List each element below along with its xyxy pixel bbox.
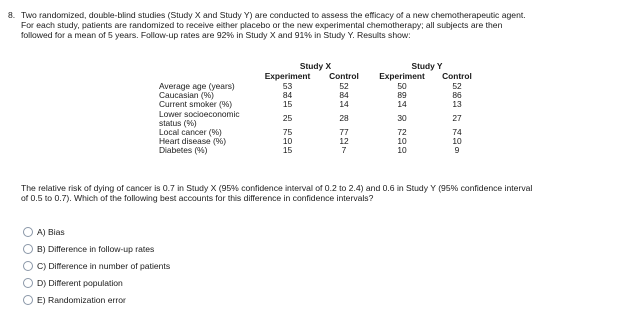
experiment-header: Experiment [264,71,311,81]
study-y-header: Study Y [411,60,443,71]
cell: 86 [452,90,462,100]
question-line: Two randomized, double-blind studies (Study X and Study Y) are conducted to assess the efficacy of a new chemotherapeutic agent. [21,10,526,20]
option-e[interactable] [23,291,170,308]
cell: 50 [397,81,407,91]
radio-button[interactable] [23,244,33,254]
study-x-header: Study X [299,60,332,71]
cell: 52 [339,81,349,91]
answer-options [23,223,170,308]
cell: 10 [282,136,293,146]
cell: 13 [452,99,462,109]
cell: 15 [282,99,293,109]
cell: 25 [282,113,293,123]
table-row [159,146,482,155]
cell: 52 [452,81,462,91]
row-label: Heart disease (%) [159,136,227,146]
option-c[interactable] [23,257,170,274]
cell: 10 [452,136,462,146]
row-label: Current smoker (%) [159,99,233,109]
radio-button[interactable] [23,227,33,237]
cell: 84 [282,90,293,100]
option-a[interactable] [23,223,170,240]
paragraph-line: The relative risk of dying of cancer is 0.7 in Study X (95% confidence interval of 0.2 to 2.4) and 0.6 in Study Y (95% confidence interval [21,183,533,193]
table-row [159,109,482,128]
cell: 15 [282,145,293,155]
option-label[interactable]: C) Difference in number of patients [37,260,171,271]
option-label[interactable]: A) Bias [37,226,65,237]
question-text [21,10,617,40]
row-label: Caucasian (%) [159,90,214,100]
cell: 75 [282,127,293,137]
question-line: For each study, patients are randomized to receive either placebo or the new experimental chemotherapy; all subjects are then [21,20,503,30]
table-row [159,137,482,146]
question-number: 8. [8,10,16,20]
control-header: Control [442,71,472,81]
cell: 27 [452,113,462,123]
radio-button[interactable] [23,278,33,288]
cell: 28 [339,113,349,123]
option-b[interactable] [23,240,170,257]
radio-button[interactable] [23,261,33,271]
option-label[interactable]: B) Difference in follow-up rates [37,243,155,254]
radio-button[interactable] [23,295,33,305]
cell: 89 [397,90,407,100]
cell: 53 [282,81,293,91]
row-label: Average age (years) [159,81,235,91]
option-label[interactable]: E) Randomization error [37,294,126,305]
results-table [159,61,482,155]
row-label: Local cancer (%) [159,127,222,137]
option-label[interactable]: D) Different population [37,277,123,288]
cell: 12 [339,136,349,146]
question-line: followed for a mean of 5 years. Follow-up rates are 92% in Study X and 91% in Study Y. Results show: [21,30,411,40]
paragraph-line: of 0.5 to 0.7). Which of the following best accounts for this difference in confidence intervals? [21,193,374,203]
cell: 9 [454,145,460,155]
cell: 74 [452,127,462,137]
table-row [159,100,482,109]
row-label: Diabetes (%) [159,145,208,155]
control-header: Control [329,71,359,81]
row-label: Lower socioeconomic status (%) [159,108,240,128]
cell: 30 [397,113,407,123]
experiment-header: Experiment [379,71,425,81]
cell: 72 [397,127,407,137]
cell: 14 [397,99,407,109]
cell: 10 [397,145,407,155]
question-paragraph [21,183,621,203]
cell: 10 [397,136,407,146]
cell: 7 [341,145,347,155]
option-d[interactable] [23,274,170,291]
cell: 14 [339,99,349,109]
cell: 84 [339,90,349,100]
cell: 77 [339,127,349,137]
